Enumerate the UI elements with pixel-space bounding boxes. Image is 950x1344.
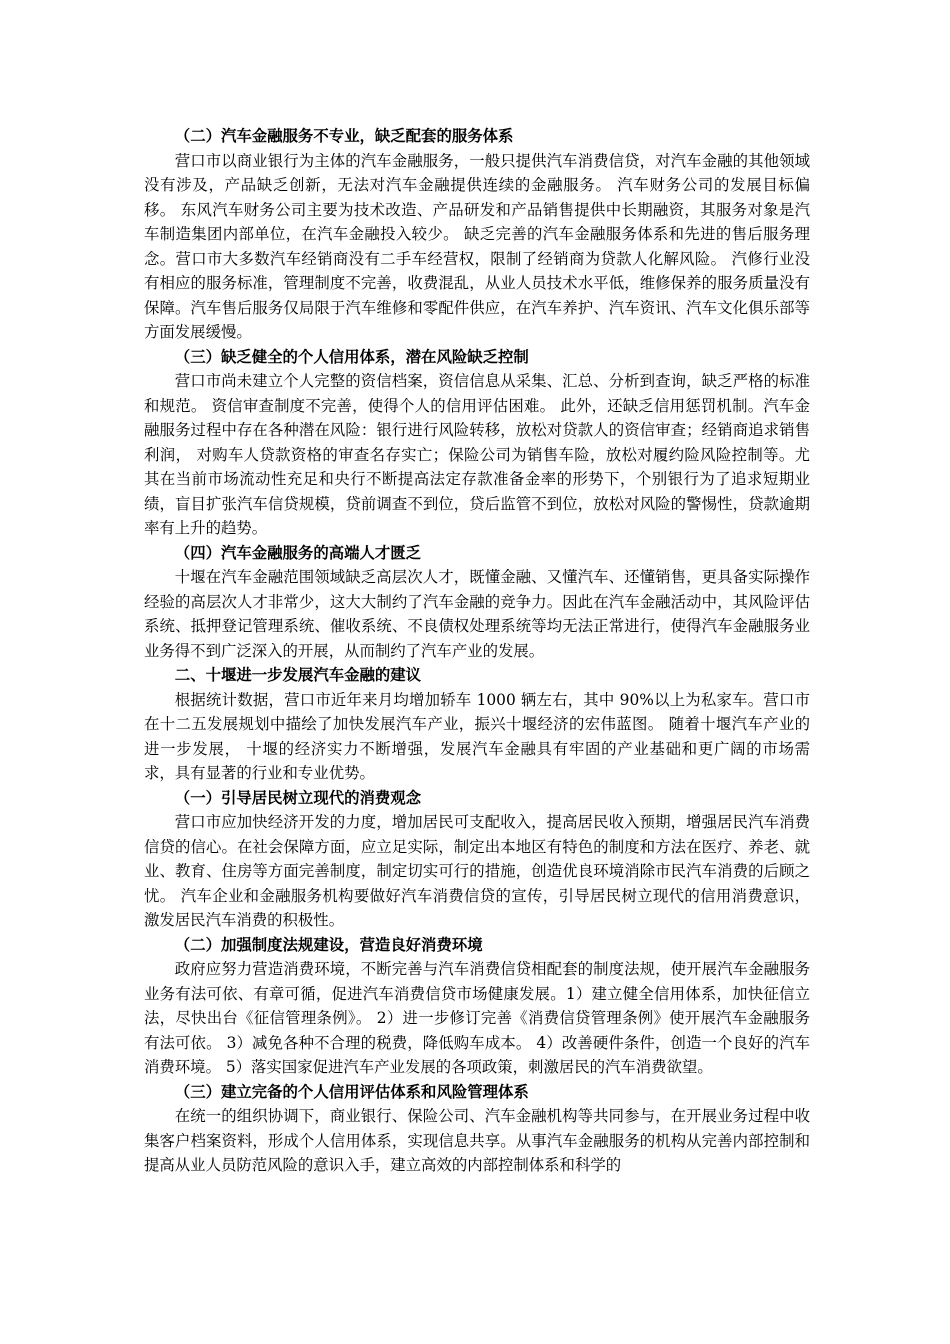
section-heading: （一）引导居民树立现代的消费观念: [174, 788, 422, 807]
section-paragraph: 营口市应加快经济开发的力度，增加居民可支配收入，提高居民收入预期，增强居民汽车消费信贷的信心。在社会保障方面，应立足实际，制定出本地区有特色的制度和方法在医疗、养老、就业、教育、住房等方面完善制度，制定切实可行的措施，创造优良环境消除市民汽车消费的后顾之忧。 汽车企业和金融服务机构要做好汽车消费信贷的宣传，引导居民树立现代的信用消费意识，激发居民汽车消费的积极性。: [144, 813, 810, 929]
section-heading: （三）建立完备的个人信用评估体系和风险管理体系: [174, 1082, 529, 1101]
section-heading: （三）缺乏健全的个人信用体系，潜在风险缺乏控制: [174, 347, 529, 366]
section-paragraph: 营口市尚未建立个人完整的资信档案，资信信息从采集、汇总、分析到查询，缺乏严格的标准和规范。 资信审查制度不完善，使得个人的信用评估困难。 此外，还缺乏信用惩罚机制。汽车金融服务过程中存在各种潜在风险：银行进行风险转移，放松对贷款人的资信审查；经销商追求销售利润， 对购车人贷款资格的审查名存实亡；保险公司为销售车险，放松对履约险风险控制等。尤其在当前市场流动性充足和央行不断提高法定存款准备金率的形势下，个别银行为了追求短期业绩，盲目扩张汽车信贷规模，贷前调查不到位，贷后监管不到位，放松对风险的警惕性，贷款逾期率有上升的趋势。: [144, 372, 810, 537]
section-paragraph: 政府应努力营造消费环境，不断完善与汽车消费信贷相配套的制度法规，使开展汽车金融服务业务有法可依、有章可循，促进汽车消费信贷市场健康发展。1）建立健全信用体系，加快征信立法，尽快出台《征信管理条例》。 2）进一步修订完善《消费信贷管理条例》使开展汽车金融服务有法可依。 3）减免各种不合理的税费，降低购车成本。 4）改善硬件条件，创造一个良好的汽车消费环境。 5）落实国家促进汽车产业发展的各项政策，刺激居民的汽车消费欲望。: [144, 960, 810, 1076]
section-heading: 二、十堰进一步发展汽车金融的建议: [174, 666, 422, 684]
section-heading: （二）加强制度法规建设，营造良好消费环境: [174, 935, 483, 954]
section-paragraph: 营口市以商业银行为主体的汽车金融服务，一般只提供汽车消费信贷，对汽车金融的其他领域没有涉及，产品缺乏创新，无法对汽车金融提供连续的金融服务。 汽车财务公司的发展目标偏移。 东风汽车财务公司主要为技术改造、产品研发和产品销售提供中长期融资，其服务对象是汽车制造集团内部单位，在汽车金融投入较少。 缺乏完善的汽车金融服务体系和先进的售后服务理念。营口市大多数汽车经销商没有二手车经营权，限制了经销商为贷款人化解风险。 汽修行业没有相应的服务标准，管理制度不完善，收费混乱，从业人员技术水平低，维修保养的服务质量没有保障。汽车售后服务仅局限于汽车维修和零配件供应，在汽车养护、汽车资讯、汽车文化俱乐部等方面发展缓慢。: [144, 151, 810, 341]
section-paragraph: 在统一的组织协调下，商业银行、保险公司、汽车金融机构等共同参与，在开展业务过程中收集客户档案资料，形成个人信用体系，实现信息共享。从事汽车金融服务的机构从完善内部控制和提高从业人员防范风险的意识入手，建立高效的内部控制体系和科学的: [144, 1107, 810, 1174]
document-body: [144, 124, 810, 1178]
section-heading: （四）汽车金融服务的高端人才匮乏: [174, 543, 422, 562]
section-heading: （二）汽车金融服务不专业，缺乏配套的服务体系: [174, 127, 514, 145]
section-paragraph: 十堰在汽车金融范围领域缺乏高层次人才，既懂金融、又懂汽车、还懂销售，更具备实际操作经验的高层次人才非常少，这大大制约了汽车金融的竞争力。因此在汽车金融活动中，其风险评估系统、抵押登记管理系统、催收系统、不良债权处理系统等均无法正常进行，使得汽车金融服务业业务得不到广泛深入的开展，从而制约了汽车产业的发展。: [144, 568, 810, 660]
section-paragraph: 根据统计数据，营口市近年来月均增加轿车 1000 辆左右，其中 90%以上为私家车。营口市在十二五发展规划中描绘了加快发展汽车产业，振兴十堰经济的宏伟蓝图。 随着十堰汽车产业的进一步发展， 十堰的经济实力不断增强，发展汽车金融具有牢固的产业基础和更广阔的市场需求，具有显著的行业和专业优势。: [144, 690, 810, 782]
